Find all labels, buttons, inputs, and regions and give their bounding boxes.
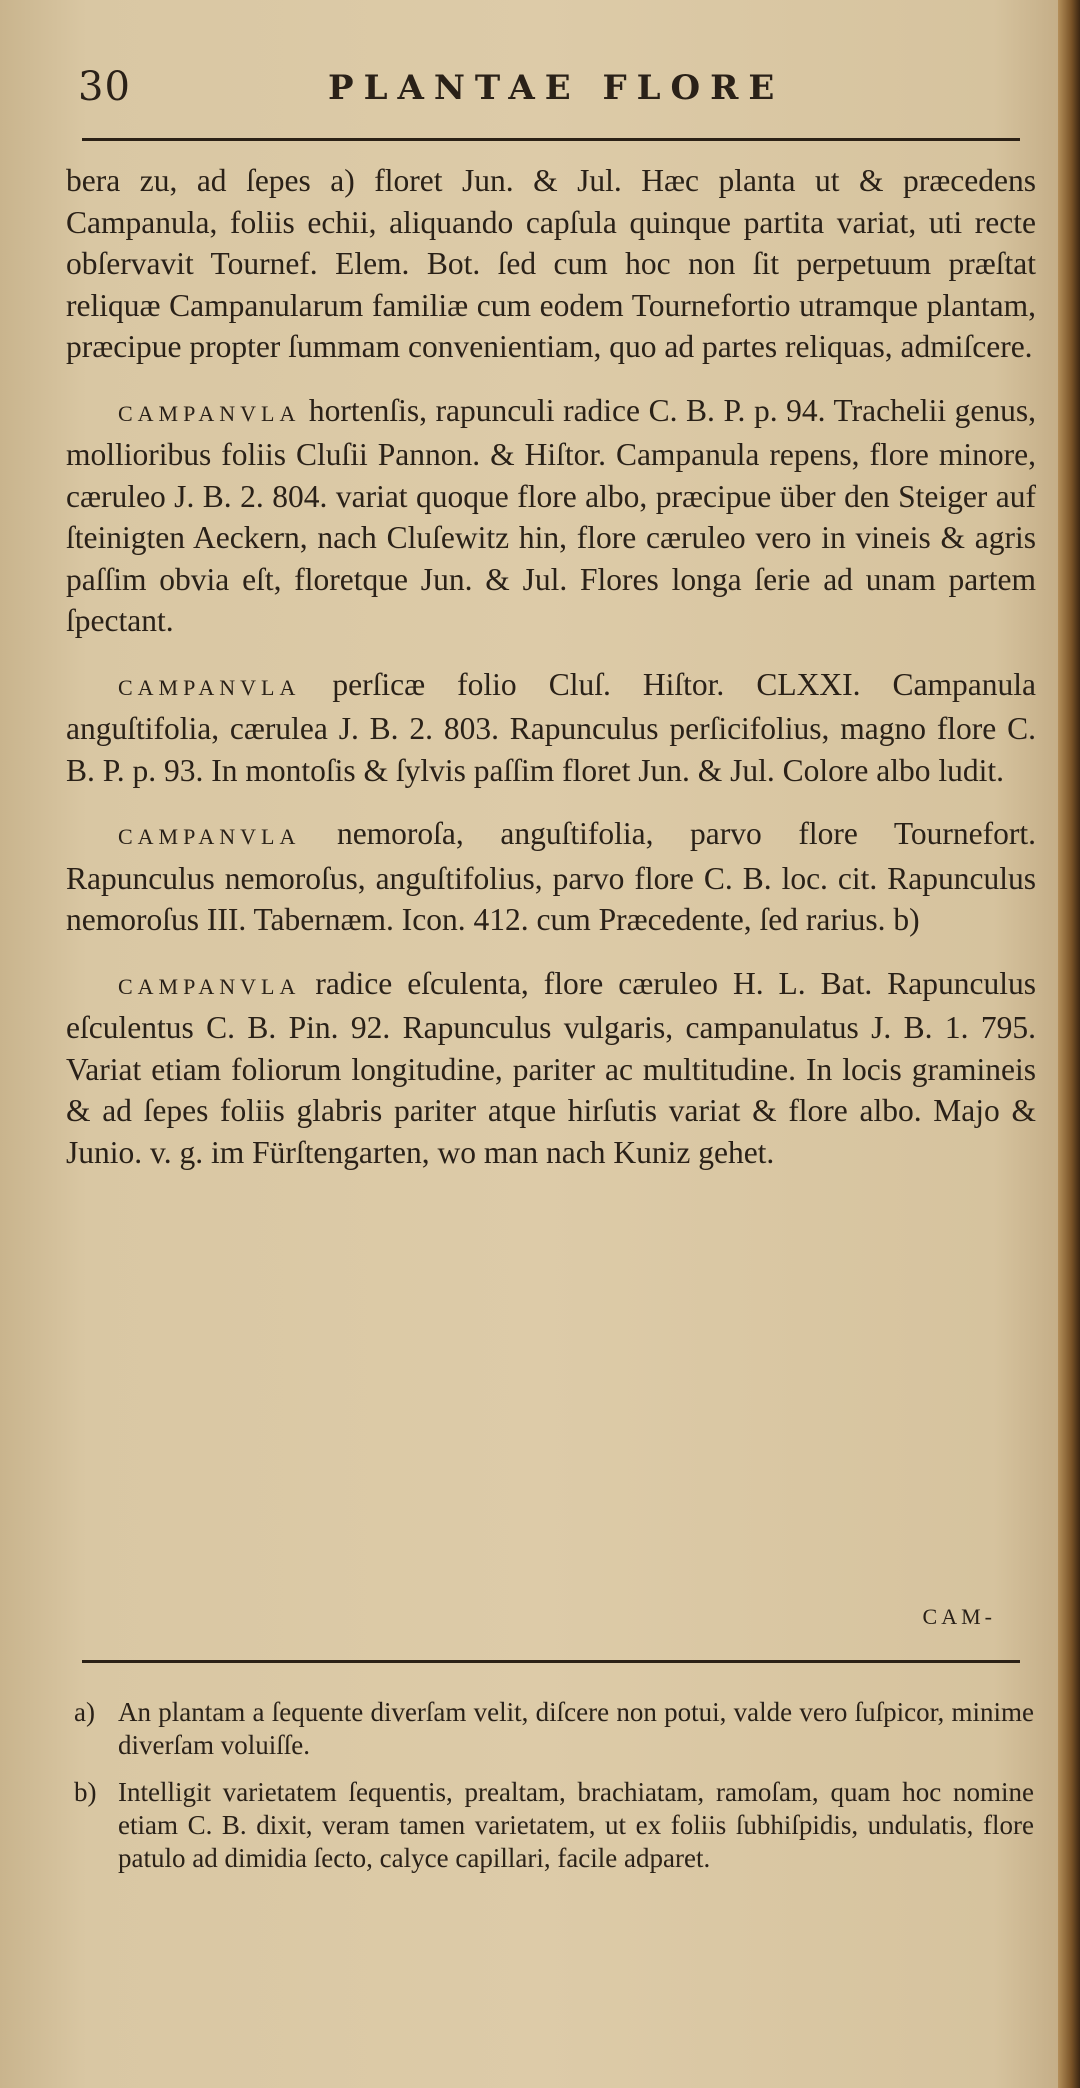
genus-lead: CAMPANVLA xyxy=(118,973,301,999)
footnote-text: An plantam a ſequente diverſam velit, diſcere non potui, valde vero ſuſpicor, minime diverſam voluiſſe. xyxy=(118,1697,1034,1760)
footnote-mark: a) xyxy=(74,1697,95,1727)
footnote xyxy=(74,1696,1034,1762)
paragraph xyxy=(66,160,1036,368)
paragraph-text: bera zu, ad ſepes a) floret Jun. & Jul. Hæc planta ut & præcedens Campanula, foliis echii, aliquando capſula quinque partita variat, uti recte obſervavit Tournef. Elem. Bot. ſed cum hoc non ſit perpetuum præſtat reliquæ Campanularum familiæ cum eodem Tournefortio utramque plantam, præcipue propter ſummam convenientiam, quo ad partes reliquas, admiſcere. xyxy=(66,163,1036,364)
genus-lead: CAMPANVLA xyxy=(118,824,301,849)
header-rule xyxy=(82,138,1020,141)
paragraph xyxy=(66,963,1036,1174)
genus-lead: CAMPANVLA xyxy=(118,400,301,426)
footnote-text: Intelligit varietatem ſequentis, prealtam, brachiatam, ramoſam, quam hoc nomine etiam C. B. dixit, veram tamen varietatem, ut ex foliis ſubhiſpidis, undulatis, flore patulo ad dimidia ſecto, calyce capillari, facile adparet. xyxy=(118,1777,1034,1873)
footnote-rule xyxy=(82,1660,1020,1663)
paragraph xyxy=(66,664,1036,792)
genus-lead: CAMPANVLA xyxy=(118,674,301,700)
catchword: CAM- xyxy=(922,1604,996,1629)
paragraph xyxy=(66,813,1036,941)
footnote-mark: b) xyxy=(74,1777,97,1807)
paragraph-text: perſicæ folio Cluſ. Hiſtor. CLXXI. Campanula anguſtifolia, cærulea J. B. 2. 803. Rapunculus perſicifolius, magno flore C. B. P. p. 93. In montoſis & ſylvis paſſim floret Jun. & Jul. Colore albo ludit. xyxy=(66,666,1036,788)
paragraph-text: nemoroſa, anguſtifolia, parvo flore Tournefort. Rapunculus nemoroſus, anguſtifolius, parvo flore C. B. loc. cit. Rapunculus nemoroſus III. Tabernæm. Icon. 412. cum Præcedente, ſed rarius. b) xyxy=(66,816,1036,937)
page-number: 30 xyxy=(78,64,131,110)
paragraph-text: radice eſculenta, flore cæruleo H. L. Bat. Rapunculus eſculentus C. B. Pin. 92. Rapunculus vulgaris, campanulatus J. B. 1. 795. Variat etiam foliorum longitudine, pariter ac multitudine. In locis gramineis & ad ſepes foliis glabris pariter atque hirſutis variat & flore albo. Majo & Junio. v. g. im Fürſtengarten, wo man nach Kuniz gehet. xyxy=(66,965,1037,1170)
main-text xyxy=(66,160,1036,1195)
paragraph xyxy=(66,390,1036,642)
footnote xyxy=(74,1776,1034,1875)
page-header xyxy=(78,64,1018,114)
footnotes xyxy=(74,1696,1034,1889)
paragraph-text: hortenſis, rapunculi radice C. B. P. p. 94. Trachelii genus, mollioribus foliis Cluſii Pannon. & Hiſtor. Campanula repens, flore minore, cæruleo J. B. 2. 804. variat quoque flore albo, præcipue über den Steiger auf ſteinigten Aeckern, nach Cluſewitz hin, flore cæruleo vero in vineis & agris paſſim obvia eſt, floretque Jun. & Jul. Flores longa ſerie ad unam partem ſpectant. xyxy=(66,392,1036,638)
book-spine xyxy=(1058,0,1080,2088)
running-head: PLANTAE FLORE xyxy=(328,68,785,108)
